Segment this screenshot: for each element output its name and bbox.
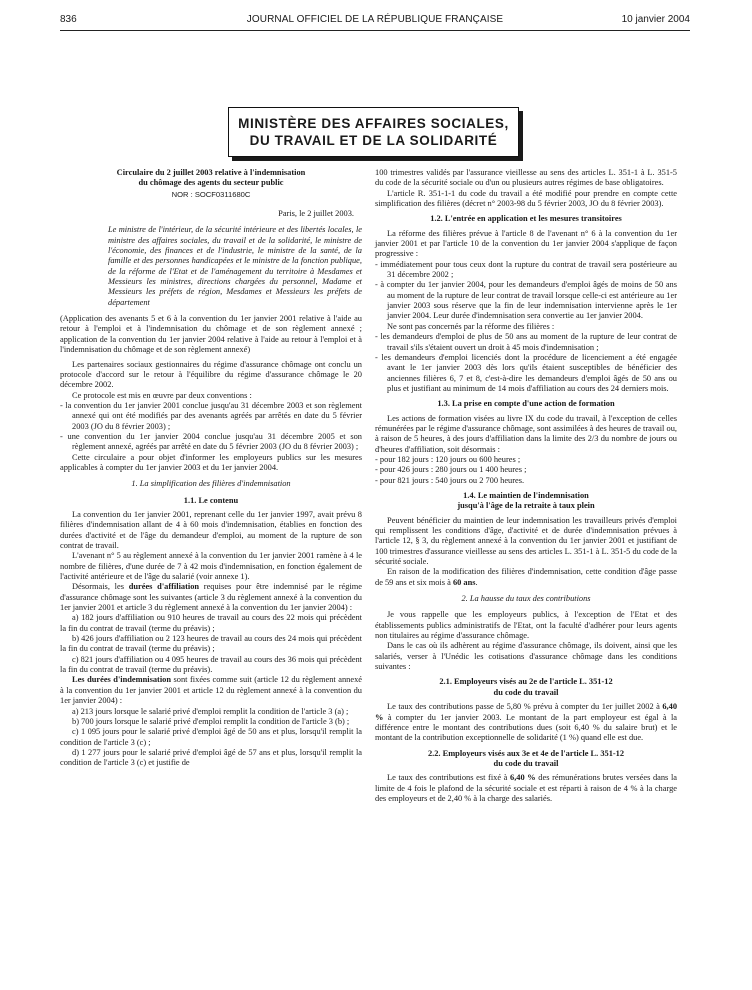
subsection-1-4-heading-line-2: jusqu'à l'âge de la retraite à taux plein <box>457 501 595 511</box>
condition-age-value: 60 ans <box>452 577 476 587</box>
paragraph-protocole: Ce protocole est mis en œuvre par deux conventions : <box>72 390 252 400</box>
paragraph-continuation: 100 trimestres validés par l'assurance vieillesse au sens des articles L. 351-1 à L. 351-5 du code de la sécurité sociale ou d'un ou plusieurs autres régimes de base obligatoires. <box>375 168 677 188</box>
paragraph-durees-affiliation <box>60 582 362 613</box>
affiliation-item-a: a) 182 jours d'affiliation ou 910 heures de travail au cours des 22 mois qui précèdent la fin du contrat de travail (terme du préavis) ; <box>60 613 362 633</box>
list-item-a-compter: - à compter du 1er janvier 2004, pour les demandeurs d'emploi âgés de moins de 50 ans au moment de la rupture de leur contrat de travail lorsque celle-ci est antérieure au 1er janvier 2003 sous réserve que la fin de leur indemnisation intervienne après le 1er janvier 2004. Leur durée d'indemnisation sera convertie au 1er janvier 2004. <box>375 280 677 321</box>
subsection-1-3-heading: 1.3. La prise en compte d'une action de formation <box>437 399 615 409</box>
circular-title-line-2: du chômage des agents du secteur public <box>138 178 284 188</box>
section-2-heading: 2. La hausse du taux des contributions <box>461 594 591 604</box>
application-note: (Application des avenants 5 et 6 à la convention du 1er janvier 2001 relative à l'aide au retour à l'emploi et à l'indemnisation du chômage et de son règlement annexé ; application de la convention du 1er janvier 2004 relative à l'aide au retour à l'emploi et à l'indemnisation du chômage et de son règlement annexé) <box>60 314 362 355</box>
paragraph-formation: Les actions de formation visées au livre IX du code du travail, à l'exception de celles rémunérées par le régime d'assurance chômage, sont assimilées à des heures de travail ou, à raison de 5 heures, à des jours d'affiliation dans la limite des 2/3 du nombre de jours ou d'heures d'affiliation, soit désormais : <box>375 413 677 454</box>
subsection-2-1-heading-line-1: 2.1. Employeurs visés au 2e de l'article L. 351-12 <box>439 677 613 687</box>
durees-affiliation-term: durées d'affiliation <box>128 582 200 592</box>
list-item-182-jours: - pour 182 jours : 120 jours ou 600 heures ; <box>375 454 521 464</box>
paragraph-taux-2-2 <box>375 773 677 804</box>
indemnisation-item-d: d) 1 277 jours pour le salarié privé d'emploi âgé de 57 ans et plus, lorsqu'il remplit la condition de l'article 3 (c) et justifie de <box>60 747 362 768</box>
list-item-426-jours: - pour 426 jours : 280 jours ou 1 400 heures ; <box>375 465 527 475</box>
paragraph-partenaires: Les partenaires sociaux gestionnaires du régime d'assurance chômage ont conclu un protocole d'accord sur le retour à l'équilibre du régime d'assurance chômage le 20 décembre 2002. <box>60 359 362 390</box>
paragraph-reforme: La réforme des filières prévue à l'article 8 de l'avenant n° 6 à la convention du 1er janvier 2001 et par l'article 10 de la convention du 1er janvier 2004 s'applique de façon progressive : <box>375 228 677 259</box>
paragraph-avenant-5: L'avenant n° 5 au règlement annexé à la convention du 1er janvier 2001 ramène à 4 le nombre de filières, d'une durée de 7 à 42 mois d'indemnisation, en fonction également de l'activité antérieure et de l'âge du salarié (voir annexe 1). <box>60 551 362 582</box>
paragraph-maintien: Peuvent bénéficier du maintien de leur indemnisation les travailleurs privés d'emploi qui remplissent les conditions d'âge, d'activité et de durée d'indemnisation prévues à l'article 12, § 3, du règlement annexé à la convention du 1er janvier 2001 et justifiant de 100 trimestres d'assurance vieillesse au sens des articles L. 351-1 à L. 351-5 du code de la sécurité sociale. <box>375 515 677 567</box>
paragraph-ne-sont-pas: Ne sont pas concernés par la réforme des filières : <box>387 321 555 331</box>
indemnisation-item-b: b) 700 jours lorsque le salarié privé d'emploi remplit la condition de l'article 3 (b) ; <box>72 716 350 726</box>
taux-2-2-value: 6,40 % <box>510 773 536 783</box>
indemnisation-item-c: c) 1 095 jours pour le salarié privé d'emploi âgé de 50 ans et plus, lorsqu'il remplit la condition de l'article 3 (c) ; <box>60 727 362 747</box>
paragraph-circulaire: Cette circulaire a pour objet d'informer les employeurs publics sur les mesures applicables à compter du 1er janvier 2003 et du 1er janvier 2004. <box>60 452 362 472</box>
durees-indemnisation-rest: sont fixées comme suit (article 12 du règlement annexé à la convention du 1er janvier 2001 et article 12 du règlement annexé à la convention du 1er janvier 2004) : <box>60 675 362 706</box>
paragraph-condition-age <box>375 567 677 588</box>
durees-indemnisation-term: Les durées d'indemnisation <box>72 675 172 685</box>
subsection-1-1-heading: 1.1. Le contenu <box>183 495 239 505</box>
circular-title <box>70 168 352 189</box>
durees-affiliation-lead: Désormais, les <box>72 582 129 592</box>
ministry-line-1: MINISTÈRE DES AFFAIRES SOCIALES, <box>238 116 509 131</box>
place-date: Paris, le 2 juillet 2003. <box>278 209 354 219</box>
paragraph-dans-le-cas: Dans le cas où ils adhèrent au régime d'assurance chômage, ils doivent, ainsi que les salariés, verser à l'Unédic les cotisations d'assurance chômage dans les conditions suivantes : <box>375 641 677 672</box>
list-item-immediatement: - immédiatement pour tous ceux dont la rupture du contrat de travail sera postérieure au 31 décembre 2002 ; <box>375 259 677 280</box>
circular-title-line-1: Circulaire du 2 juillet 2003 relative à l'indemnisation <box>116 168 306 177</box>
durees-affiliation-rest: requises pour être indemnisé par le régime d'assurance chômage sont les suivantes (article 3 du règlement annexé à la convention du 1er janvier 2001 et article 3 du règlement annexé à la convention du 1er janvier 2004) : <box>60 582 363 613</box>
subsection-2-1-heading <box>375 677 677 698</box>
paragraph-article-r351: L'article R. 351-1-1 du code du travail a été modifié pour prendre en compte cette simplification des filières (décret n° 2003-98 du 5 février 2003, JO du 8 février 2003). <box>375 188 677 209</box>
subsection-1-2-heading: 1.2. L'entrée en application et les mesures transitoires <box>430 214 622 224</box>
paragraph-rappelle: Je vous rappelle que les employeurs publics, à l'exception de l'Etat et des établissements publics administratifs de l'Etat, ont la faculté d'adhérer pour leurs agents non titulaires au régime d'assurance chômage. <box>375 610 677 641</box>
signatories: Le ministre de l'intérieur, de la sécurité intérieure et des libertés locales, le ministre des affaires sociales, du travail et de la solidarité, le ministre de l'économie, des finances et de l'industrie, le ministre de la santé, de la famille et des personnes handicapées et le ministre de la fonction publique, de la réforme de l'Etat et de l'aménagement du territoire à Mesdames et Messieurs les ministres, directions chargées du personnel, Madame et Messieurs les préfets de région, Mesdames et Messieurs les préfets de département <box>108 225 362 307</box>
list-item-licencies: - les demandeurs d'emploi licenciés dont la procédure de licenciement a été engagée avant le 1er janvier 2003 dès lors qu'ils étaient susceptibles de bénéficier des anciennes filières 6, 7 et 8, c'est-à-dire les demandeurs d'emploi âgés de 50 ans ou plus et justifiant au minimum de 14 mois d'affiliation au cours des 24 derniers mois. <box>375 352 677 393</box>
affiliation-item-c: c) 821 jours d'affiliation ou 4 095 heures de travail au cours des 36 mois qui précèdent la fin du contrat de travail (terme du préavis). <box>60 654 362 675</box>
subsection-2-1-heading-line-2: du code du travail <box>493 687 559 697</box>
paragraph-convention-2001: La convention du 1er janvier 2001, reprenant celle du 1er janvier 1997, avait prévu 8 filières d'indemnisation allant de 4 à 60 mois d'indemnisation, établies en fonction des durées d'activité et de l'âge du demandeur d'emploi, au moment de la rupture de son contrat de travail. <box>60 509 362 550</box>
left-column <box>60 168 362 769</box>
taux-2-2-rest: des rémunérations brutes versées dans la limite de 4 fois le plafond de la sécurité sociale et est réparti à raison de 4 % à la charge des employeurs et de 2,40 % à la charge des salariés. <box>375 773 677 803</box>
ministry-line-2: DU TRAVAIL ET DE LA SOLIDARITÉ <box>249 133 498 148</box>
right-column <box>375 168 677 804</box>
running-header <box>60 14 690 28</box>
paragraph-durees-indemnisation <box>60 675 362 706</box>
taux-2-1-value: 6,40 % <box>375 702 677 722</box>
issue-date: 10 janvier 2004 <box>621 14 690 25</box>
condition-age-end: . <box>475 577 478 587</box>
list-item-demandeurs-50: - les demandeurs d'emploi de plus de 50 ans au moment de la rupture de leur contrat de travail s'ils s'étaient ouvert un droit à 45 mois d'indemnisation ; <box>375 332 677 352</box>
subsection-1-4-heading-line-1: 1.4. Le maintien de l'indemnisation <box>463 490 589 500</box>
taux-2-1-lead: Le taux des contributions passe de 5,80 % prévu à compter du 1er juillet 2002 à <box>387 702 663 712</box>
taux-2-2-lead: Le taux des contributions est fixé à <box>387 773 511 783</box>
list-item-821-jours: - pour 821 jours : 540 jours ou 2 700 heures. <box>375 475 525 485</box>
list-item-convention-2004: - une convention du 1er janvier 2004 conclue jusqu'au 31 décembre 2005 et son règlement annexé, agréés par arrêté en date du 5 février 2003 (JO du 8 février 2003) ; <box>60 431 362 452</box>
header-rule <box>60 30 690 31</box>
subsection-1-4-heading <box>375 491 677 512</box>
journal-title: JOURNAL OFFICIEL DE LA RÉPUBLIQUE FRANÇAISE <box>246 14 504 25</box>
condition-age-lead: En raison de la modification des filières d'indemnisation, cette condition d'âge passe de 59 ans et six mois à <box>375 567 677 587</box>
taux-2-1-rest: à compter du 1er janvier 2003. Le montant de la part employeur est égal à la différence entre le montant des contributions dues (soit 6,40 % du salaire brut) et le montant de la contribution exceptionnelle de solidarité (1 %) quand elle est due. <box>375 712 677 743</box>
list-item-convention-2001: - la convention du 1er janvier 2001 conclue jusqu'au 31 décembre 2003 et son règlement annexé qui ont été modifiés par des avenants agréés par arrêtés en date du 5 février 2003 (JO du 8 février 2003) ; <box>60 400 362 431</box>
subsection-2-2-heading <box>375 749 677 770</box>
indemnisation-item-a: a) 213 jours lorsque le salarié privé d'emploi remplit la condition de l'article 3 (a) ; <box>72 706 349 716</box>
page-number: 836 <box>60 14 77 25</box>
subsection-2-2-heading-line-2: du code du travail <box>493 758 559 768</box>
subsection-2-2-heading-line-1: 2.2. Employeurs visés aux 3e et 4e de l'article L. 351-12 <box>427 748 625 758</box>
section-1-heading: 1. La simplification des filières d'indemnisation <box>131 479 291 489</box>
nor-reference: NOR : SOCF0311680C <box>171 189 251 199</box>
ministry-box <box>228 107 519 157</box>
affiliation-item-b: b) 426 jours d'affiliation ou 2 123 heures de travail au cours des 24 mois qui précèdent la fin du contrat de travail (terme du préavis) ; <box>60 634 362 654</box>
paragraph-taux-2-1 <box>375 702 677 743</box>
